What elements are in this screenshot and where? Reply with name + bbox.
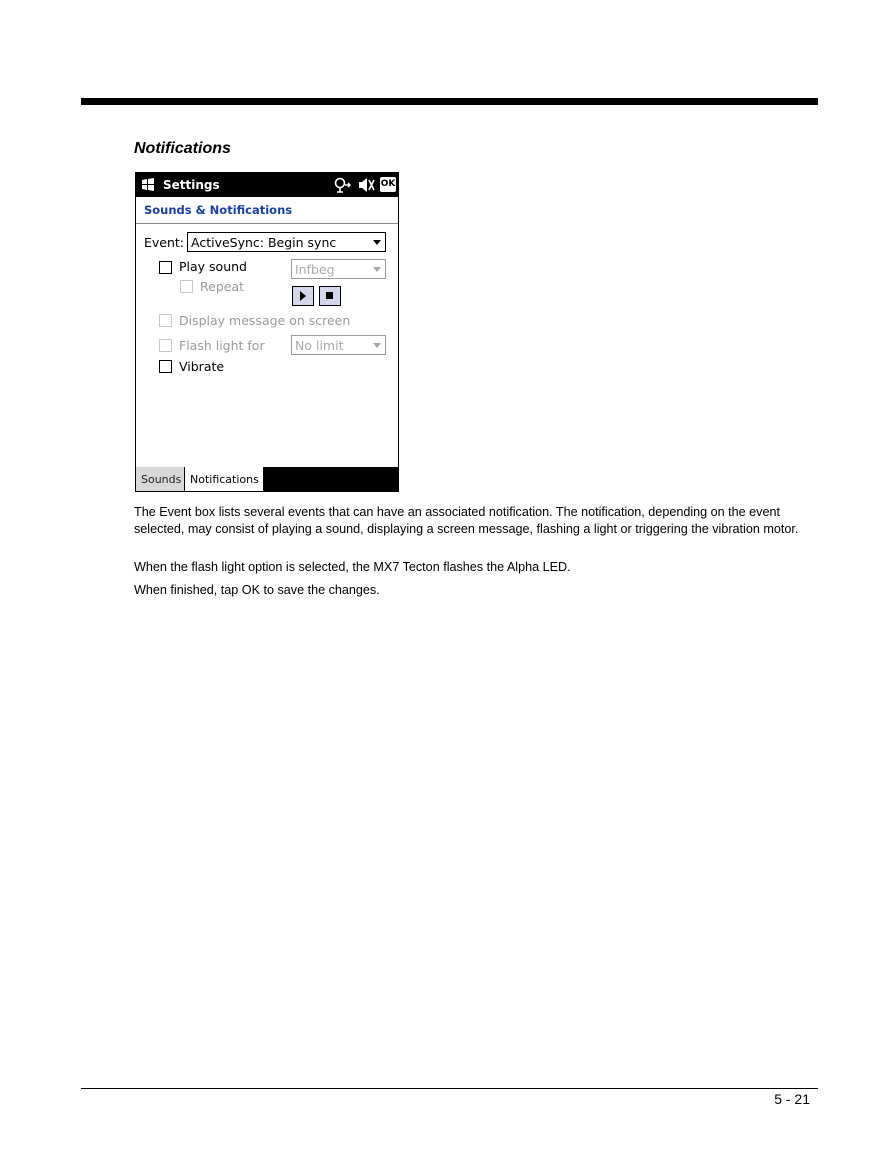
windows-start-icon[interactable] <box>141 178 155 191</box>
flash-light-checkbox[interactable] <box>159 339 172 352</box>
play-icon <box>300 291 306 301</box>
sound-value: Infbeg <box>295 262 335 277</box>
play-sound-checkbox[interactable] <box>159 261 172 274</box>
flash-light-label: Flash light for <box>179 338 265 353</box>
display-message-label: Display message on screen <box>179 313 351 328</box>
repeat-checkbox[interactable] <box>180 280 193 293</box>
connectivity-icon[interactable] <box>334 177 352 193</box>
stop-icon <box>326 292 333 299</box>
event-value: ActiveSync: Begin sync <box>191 235 337 250</box>
tab-notifications[interactable] <box>185 467 263 492</box>
tab-sounds-label: Sounds <box>141 473 182 486</box>
tab-notifications-label: Notifications <box>190 473 259 486</box>
page-header <box>136 197 398 224</box>
event-label: Event: <box>144 235 185 250</box>
event-dropdown[interactable] <box>187 232 386 252</box>
repeat-label: Repeat <box>200 279 245 294</box>
page-number: 5 - 21 <box>774 1091 810 1107</box>
tab-sounds[interactable] <box>136 467 184 492</box>
vibrate-label: Vibrate <box>179 359 225 374</box>
chevron-down-icon <box>373 343 381 348</box>
flash-duration-dropdown[interactable] <box>291 335 386 355</box>
section-title: Notifications <box>134 140 231 157</box>
tab-bar <box>136 467 398 492</box>
header-rule <box>81 98 818 105</box>
chevron-down-icon <box>373 240 381 245</box>
sound-dropdown[interactable] <box>291 259 386 279</box>
page-header-title: Sounds & Notifications <box>144 203 293 217</box>
ok-button[interactable]: OK <box>380 177 396 192</box>
stop-button[interactable] <box>319 286 341 306</box>
paragraph-finish: When finished, tap OK to save the changes. <box>134 583 380 597</box>
paragraph-event-box: The Event box lists several events that can have an associated notification. The notification, depending on the event selected, may consist of playing a sound, displaying a screen message, flashing a light or triggering the vibration motor. <box>134 505 799 536</box>
play-sound-label: Play sound <box>179 259 247 274</box>
display-message-checkbox[interactable] <box>159 314 172 327</box>
vibrate-checkbox[interactable] <box>159 360 172 373</box>
footer-rule <box>81 1088 818 1089</box>
play-button[interactable] <box>292 286 314 306</box>
device-screenshot <box>135 172 399 492</box>
chevron-down-icon <box>373 267 381 272</box>
paragraph-flash-light: When the flash light option is selected, the MX7 Tecton flashes the Alpha LED. <box>134 560 571 574</box>
speaker-muted-icon[interactable] <box>358 177 376 193</box>
title-bar <box>136 173 398 197</box>
window-title: Settings <box>163 178 220 192</box>
flash-duration-value: No limit <box>295 338 344 353</box>
